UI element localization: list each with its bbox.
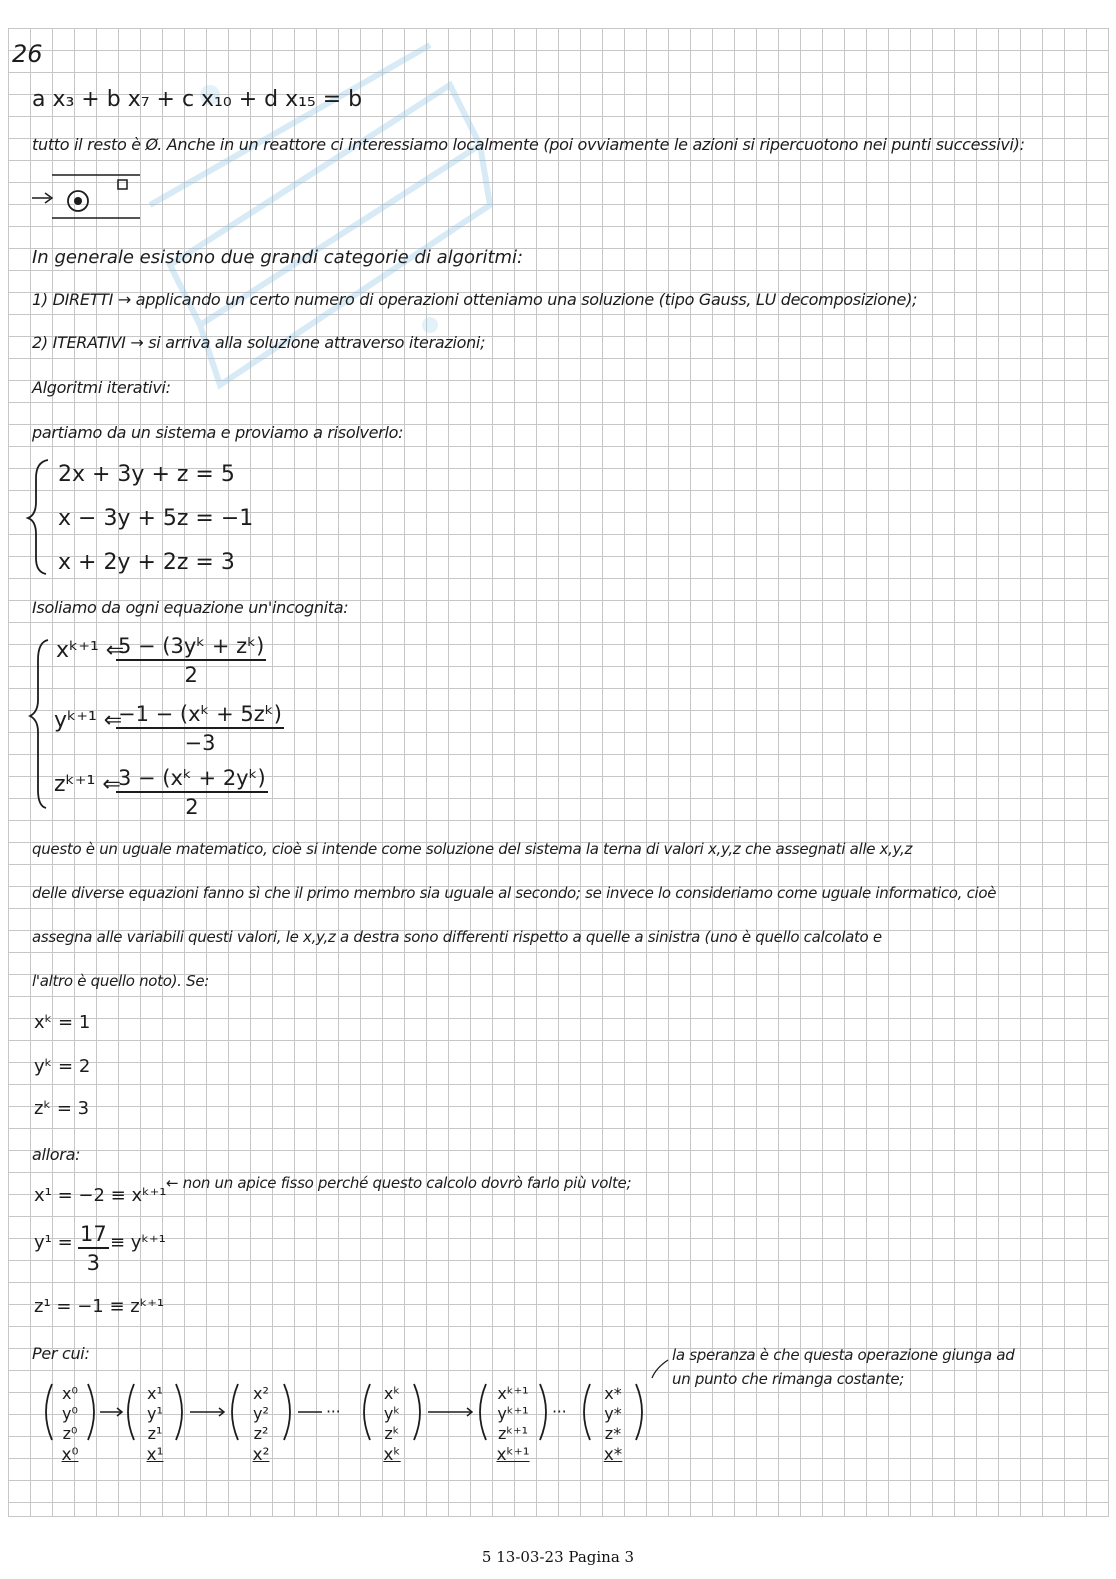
paragraph-line: assegna alle variabili questi valori, le x,y,z a destra sono differenti rispetto a quelle a sinistra (uno è quello calcolato e [32, 928, 882, 946]
page-footer: 5 13-03-23 Pagina 3 [481, 1548, 635, 1566]
iteration-lhs: yᵏ⁺¹ ⇐ [54, 708, 123, 733]
result-lhs: y¹ = [34, 1232, 73, 1253]
fraction-denominator: 2 [185, 795, 199, 819]
fraction-numerator: 3 − (xᵏ + 2yᵏ) [116, 766, 268, 793]
iteration-lhs: xᵏ⁺¹ ⇐ [56, 638, 125, 663]
value-line: xᵏ = 1 [34, 1012, 91, 1033]
section-title: Algoritmi iterativi: [32, 378, 171, 397]
fraction-numerator: 5 − (3yᵏ + zᵏ) [116, 634, 266, 661]
result-line: z¹ = −1 ≡ zᵏ⁺¹ [34, 1296, 165, 1317]
paragraph-line: delle diverse equazioni fanno sì che il primo membro sia uguale al secondo; se invece lo consideriamo come uguale informatico, cioè [32, 884, 997, 902]
result-line: x¹ = −2 ≡ xᵏ⁺¹ [34, 1185, 167, 1206]
paragraph-line: questo è un uguale matematico, cioè si intende come soluzione del sistema la terna di valori x,y,z che assegnati alle x,y,z [32, 840, 913, 858]
vector-x1: x¹ y¹ z¹ x¹ [146, 1384, 164, 1465]
annotation-note: ← non un apice fisso perché questo calcolo dovrò farlo più volte; [166, 1174, 632, 1192]
vector-xk: xᵏ yᵏ zᵏ xᵏ [383, 1384, 401, 1465]
system-equation: x + 2y + 2z = 3 [58, 550, 235, 575]
sequence-dots: ··· [326, 1402, 341, 1421]
system-equation: 2x + 3y + z = 5 [58, 462, 235, 487]
fraction-denominator: 3 [86, 1251, 101, 1275]
equation-line: a x₃ + b x₇ + c x₁₀ + d x₁₅ = b [32, 87, 363, 112]
vector-x0: x⁰ y⁰ z⁰ x⁰ [61, 1384, 79, 1465]
vector-x2: x² y² z² x² [252, 1384, 270, 1465]
algorithms-intro: In generale esistono due grandi categorie di algoritmi: [32, 247, 524, 268]
text-line: partiamo da un sistema e proviamo a risolverlo: [32, 423, 404, 442]
direct-algorithms: 1) DIRETTI → applicando un certo numero di operazioni otteniamo una soluzione (tipo Gauss, LU decomposizione); [32, 290, 918, 309]
result-rhs: ≡ yᵏ⁺¹ [110, 1232, 166, 1253]
vector-xstar: x* y* z* x* [603, 1384, 623, 1465]
fraction-numerator: 17 [78, 1222, 109, 1249]
vector-xk1: xᵏ⁺¹ yᵏ⁺¹ zᵏ⁺¹ xᵏ⁺¹ [496, 1384, 530, 1465]
value-line: yᵏ = 2 [34, 1056, 91, 1077]
value-line: zᵏ = 3 [34, 1098, 90, 1119]
iteration-lhs: zᵏ⁺¹ ⇐ [54, 772, 121, 797]
paragraph-line: l'altro è quello noto). Se: [32, 972, 210, 990]
text-line: Per cui: [32, 1344, 90, 1363]
sequence-dots: ··· [552, 1402, 567, 1421]
annotation-note: la speranza è che questa operazione giunga ad [672, 1346, 1015, 1364]
fraction-numerator: −1 − (xᵏ + 5zᵏ) [116, 702, 284, 729]
fraction-denominator: −3 [184, 731, 216, 755]
text-line: Isoliamo da ogni equazione un'incognita: [32, 598, 349, 617]
text-line: tutto il resto è Ø. Anche in un reattore ci interessiamo localmente (poi ovviamente le azioni si ripercuotono nei punti successivi): [32, 135, 1025, 154]
text-line: allora: [32, 1145, 81, 1164]
annotation-note: un punto che rimanga costante; [672, 1370, 905, 1388]
page-number: 26 [12, 40, 43, 68]
fraction-denominator: 2 [184, 663, 198, 687]
iterative-algorithms: 2) ITERATIVI → si arriva alla soluzione attraverso iterazioni; [32, 333, 486, 352]
system-equation: x − 3y + 5z = −1 [58, 506, 254, 531]
